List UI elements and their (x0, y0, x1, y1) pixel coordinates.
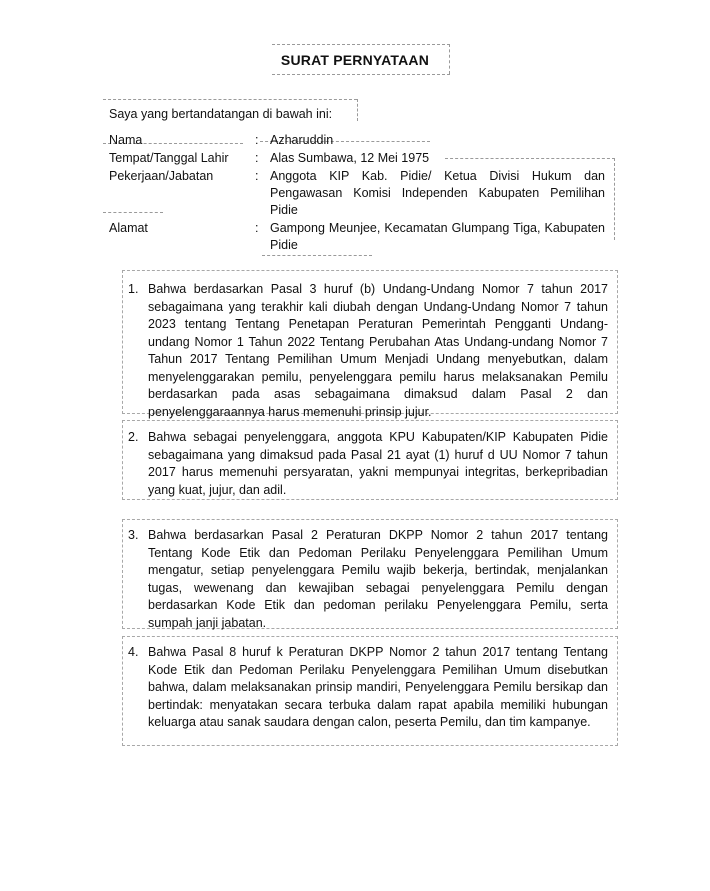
field-colon: : (255, 221, 259, 235)
page-title: SURAT PERNYATAAN (280, 52, 430, 68)
item-text-1: Bahwa berdasarkan Pasal 3 huruf (b) Undang-Undang Nomor 7 tahun 2017 sebagaimana yang terakhir kali diubah dengan Undang-Undang Nomor 7 tahun 2023 tentang Tentang Penetapan Peraturan Pemerintah Pengganti Undang-undang Nomor 1 Tahun 2022 Tentang Perubahan Atas Undang-undang Nomor 7 Tahun 2017 Tentang Pemilihan Umum Menjadi Undang menyebutkan, dalam menyelenggarakan pemilu, penyelenggara pemilu harus melaksanakan Pemilu berdasarkan pada asas sebagaimana dimaksud dalam Pasal 2 dan penyelenggaraannya harus memenuhi prinsip jujur. (148, 282, 608, 419)
field-line-5 (262, 255, 372, 256)
intro-top-line (103, 99, 357, 100)
field-label-ttl: Tempat/Tanggal Lahir (109, 151, 229, 165)
item-text-2: Bahwa sebagai penyelenggara, anggota KPU Kabupaten/KIP Kabupaten Pidie sebagaimana yang dimaksud pada Pasal 21 ayat (1) huruf d UU Nomor 7 tahun 2017 harus memenuhi persyaratan, yakni mempunyai integritas, berkepribadian yang kuat, jujur, dan adil. (148, 430, 608, 497)
item-number-1: 1. (128, 282, 139, 296)
field-line-4 (103, 212, 163, 213)
field-value-alamat: Gampong Meunjee, Kecamatan Glumpang Tiga, Kabupaten Pidie (270, 221, 605, 252)
intro-right-line (357, 99, 358, 121)
item-text-4: Bahwa Pasal 8 huruf k Peraturan DKPP Nomor 2 tahun 2017 tentang Tentang Kode Etik dan Pedoman Perilaku Penyelenggara Pemilihan Umum disebutkan bahwa, dalam melaksanakan prinsip mandiri, Penyelenggara Pemilu bersikap dan bertindak: menyatakan secara terbuka dalam rapat apabila memiliki hubungan keluarga atau sanak saudara dengan calon, peserta Pemilu, dan tim kampanye. (148, 645, 608, 729)
field-right-line (614, 158, 615, 240)
intro-text: Saya yang bertandatangan di bawah ini: (109, 107, 333, 121)
title-top-line (272, 44, 450, 45)
field-label-nama: Nama (109, 133, 143, 147)
item-number-2: 2. (128, 430, 139, 444)
field-colon: : (255, 151, 259, 165)
field-colon: : (255, 133, 259, 147)
item-number-3: 3. (128, 528, 139, 542)
field-value-nama: Azharuddin (270, 133, 334, 147)
field-label-pekerjaan: Pekerjaan/Jabatan (109, 169, 214, 183)
field-value-pekerjaan: Anggota KIP Kab. Pidie/ Ketua Divisi Hukum dan Pengawasan Komisi Independen Kabupaten Pemilihan Pidie (270, 169, 605, 217)
item-text-3: Bahwa berdasarkan Pasal 2 Peraturan DKPP Nomor 2 tahun 2017 tentang Tentang Kode Etik dan Pedoman Perilaku Penyelenggara Pemilihan Umum mengatur, setiap penyelenggara Pemilu wajib bekerja, bertindak, menjalankan tugas, wewenang dan kewajiban sebagai penyelenggara Pemilu dengan berdasarkan Kode Etik dan pedoman perilaku Penyelenggara Pemilu, serta sumpah janji jabatan. (148, 528, 608, 630)
field-colon: : (255, 169, 259, 183)
field-value-ttl: Alas Sumbawa, 12 Mei 1975 (270, 151, 430, 165)
item-number-4: 4. (128, 645, 139, 659)
title-bottom-line (272, 74, 450, 75)
field-label-alamat: Alamat (109, 221, 148, 235)
